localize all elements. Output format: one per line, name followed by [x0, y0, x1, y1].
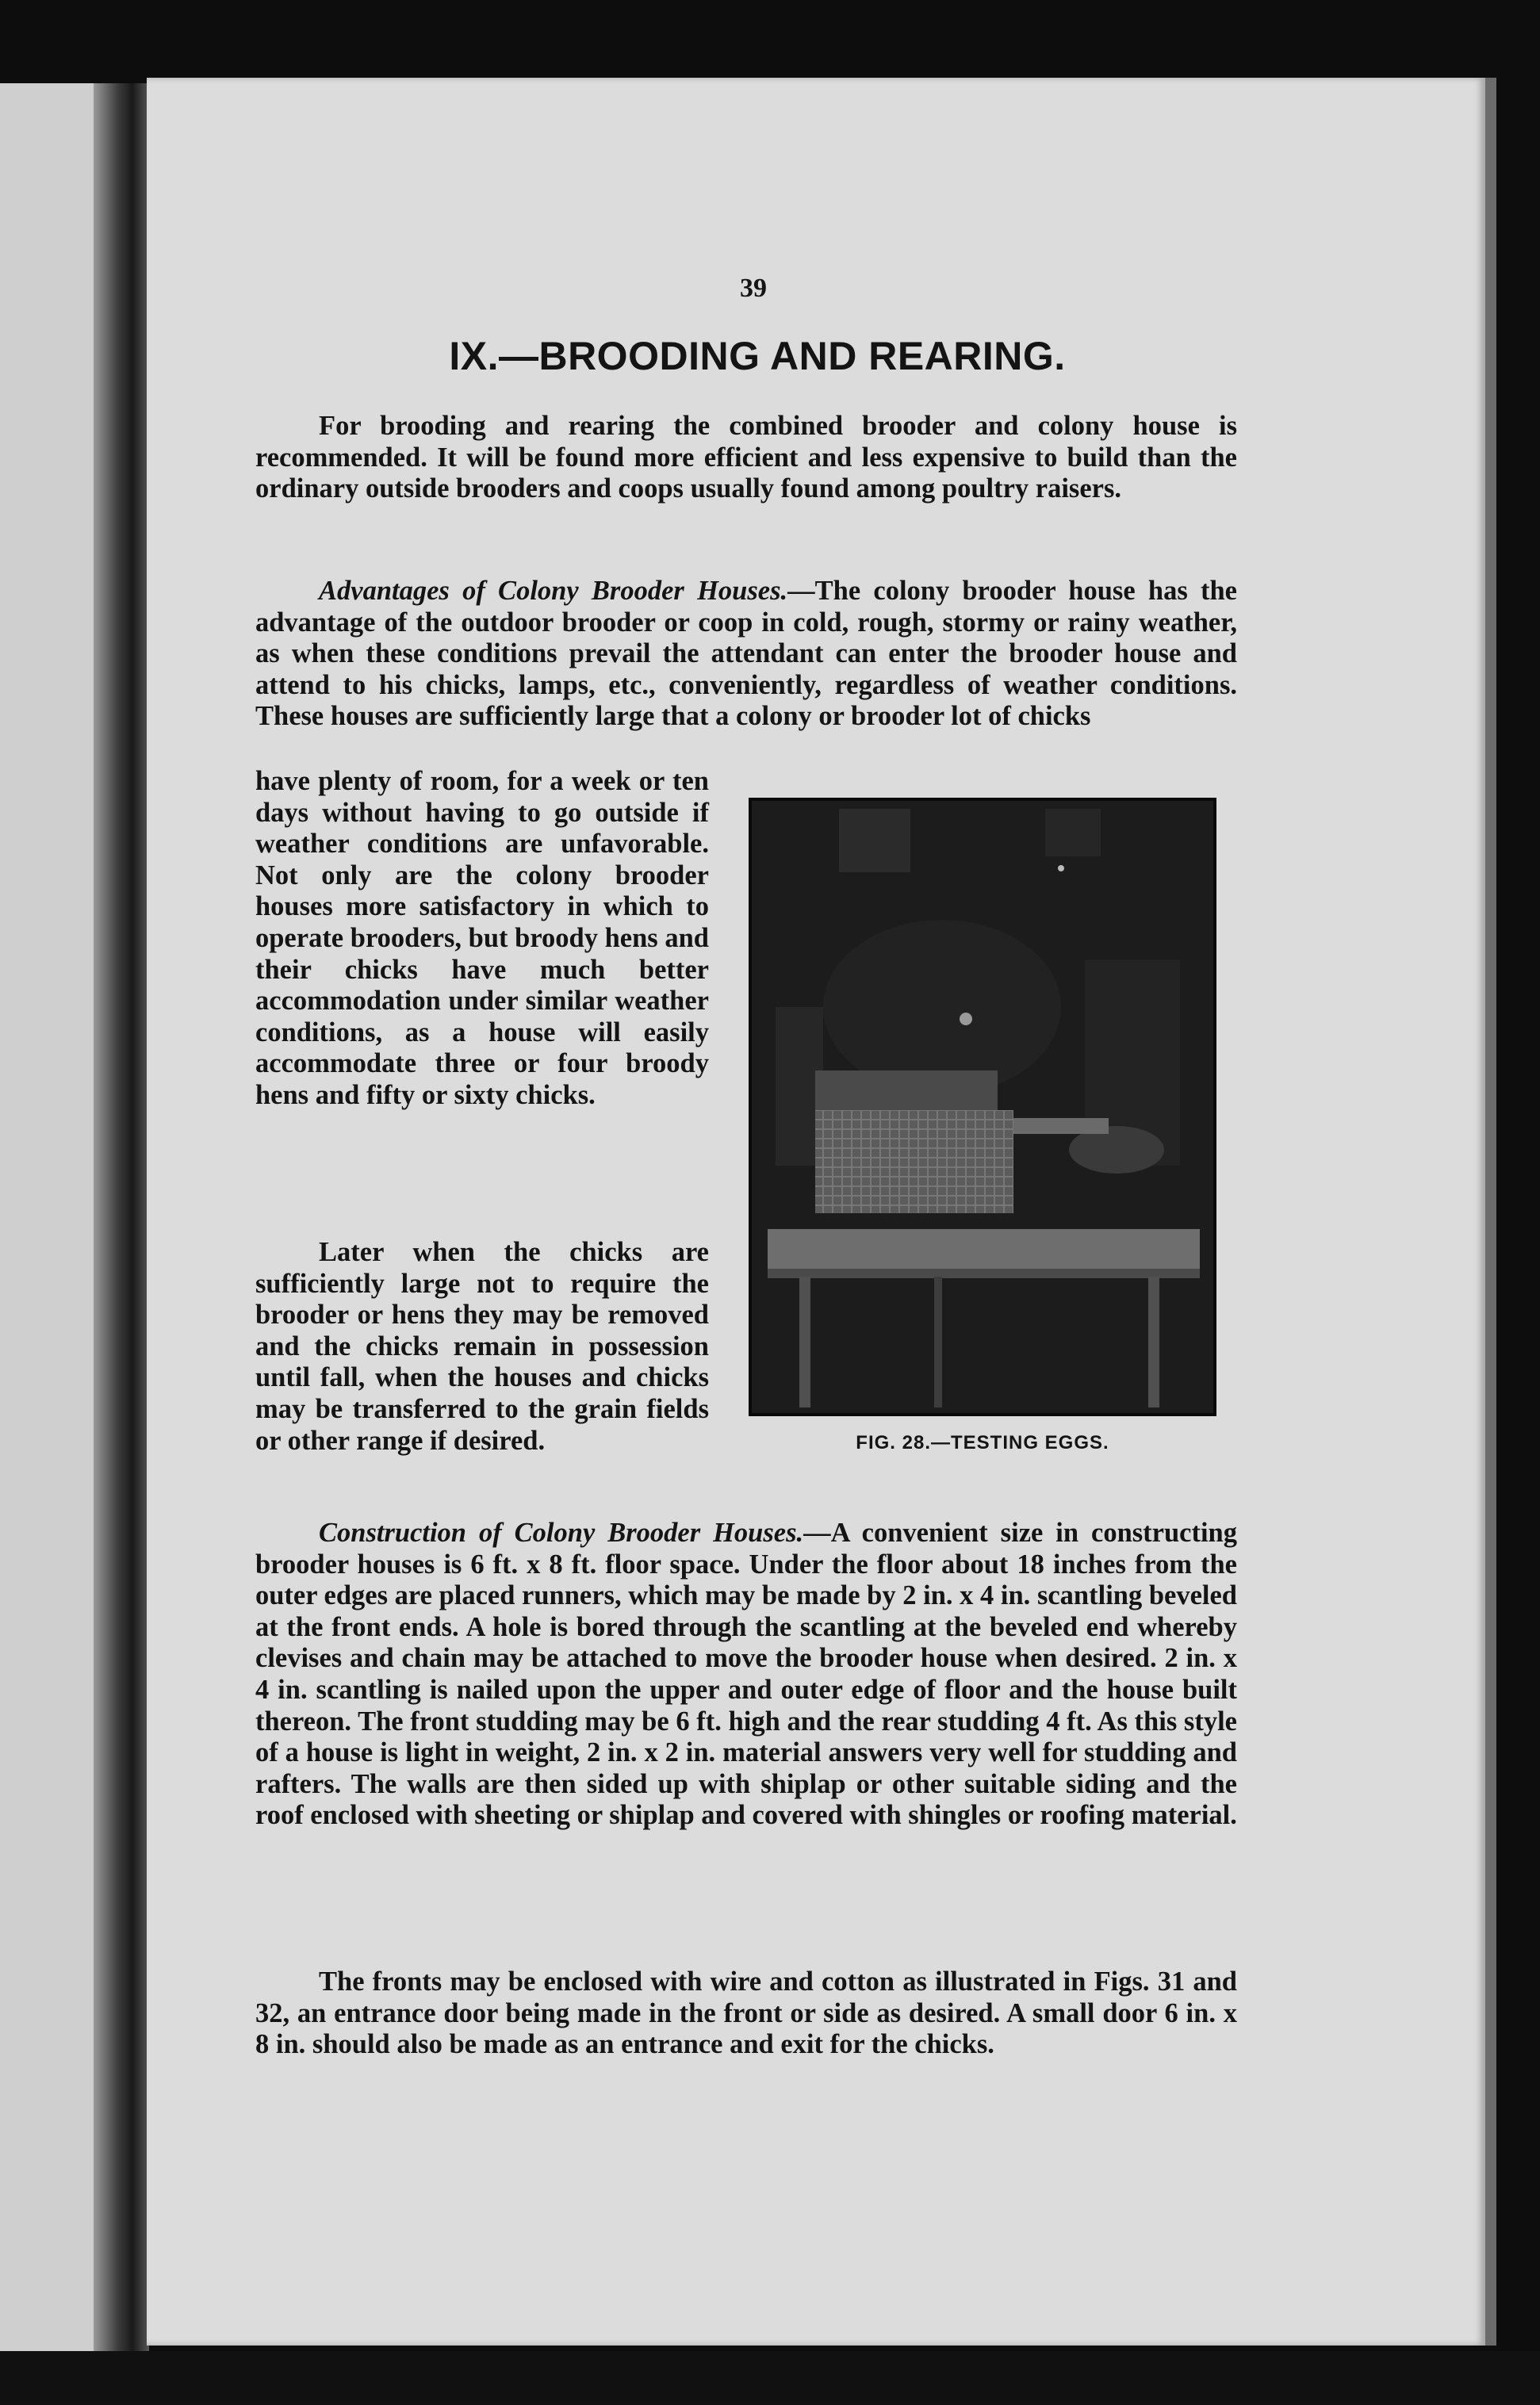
advantages-continued-text: have plenty of room, for a week or ten days without having to go outside if weather conditions are unfavorable. Not only are the colony brooder houses more satisfactory in which to operate brooders, but broody hens and their chicks have much better accommodation under similar weather conditions, as a house will easily accommodate three or four broody hens and fifty or sixty chicks.	[255, 766, 709, 1110]
construction-heading: Construction of Colony Brooder Houses.	[319, 1518, 804, 1548]
testing-eggs-photo-icon	[752, 801, 1213, 1413]
figure-photo	[749, 798, 1216, 1416]
figure-caption: FIG. 28.—TESTING EGGS.	[856, 1432, 1109, 1453]
paragraph-intro-text: For brooding and rearing the combined brooder and colony house is recommended. It will be found more efficient and less expensive to build than the ordinary outside brooders and coops usually found among poultry raisers.	[255, 411, 1237, 504]
paragraph-fronts	[255, 1967, 1237, 2061]
page-number: 39	[740, 274, 767, 303]
construction-text: —A convenient size in constructing brooder houses is 6 ft. x 8 ft. floor space. Under the floor about 18 inches from the outer edges are placed runners, which may be made by 2 in. x 4 in. scantling beveled at the front ends. A hole is bored through the scantling at the beveled end whereby clevises and chain may be attached to move the brooder house when desired. 2 in. x 4 in. scantling is nailed upon the upper and outer edge of floor and the house built thereon. The front studding may be 6 ft. high and the rear studding 4 ft. As this style of a house is light in weight, 2 in. x 2 in. material answers very well for studding and rafters. The walls are then sided up with shiplap or other suitable siding and the roof enclosed with sheeting or shiplap and covered with shingles or roofing material.	[255, 1518, 1237, 1831]
book-spine	[94, 83, 149, 2351]
scan-border	[0, 2351, 1540, 2405]
chapter-title: IX.—BROODING AND REARING.	[449, 334, 1066, 378]
paragraph-intro	[255, 411, 1237, 505]
paragraph-fronts-text: The fronts may be enclosed with wire and cotton as illustrated in Figs. 31 and 32, an entrance door being made in the front or side as desired. A small door 6 in. x 8 in. should also be made as an entrance and exit for the chicks.	[255, 1967, 1237, 2060]
paragraph-advantages-continued	[255, 766, 709, 1112]
advantages-heading: Advantages of Colony Brooder Houses.	[319, 576, 788, 606]
paragraph-construction-text	[255, 1518, 1237, 1832]
page-edge-shadow	[1485, 78, 1496, 2346]
paragraph-later	[255, 1237, 709, 1457]
paragraph-later-text: Later when the chicks are sufficiently large not to require the brooder or hens they may be removed and the chicks remain in possession until fall, when the houses and chicks may be transferred to the grain fields or other range if desired.	[255, 1237, 709, 1456]
advantages-text: —The colony brooder house has the advantage of the outdoor brooder or coop in cold, rough, stormy or rainy weather, as when these conditions prevail the attendant can enter the brooder house and attend to his chicks, lamps, etc., conveniently, regardless of weather conditions. These houses are sufficiently large that a colony or brooder lot of chicks	[255, 576, 1237, 732]
paragraph-construction	[255, 1518, 1237, 1832]
paragraph-advantages	[255, 576, 1237, 733]
paragraph-advantages-text	[255, 576, 1237, 733]
